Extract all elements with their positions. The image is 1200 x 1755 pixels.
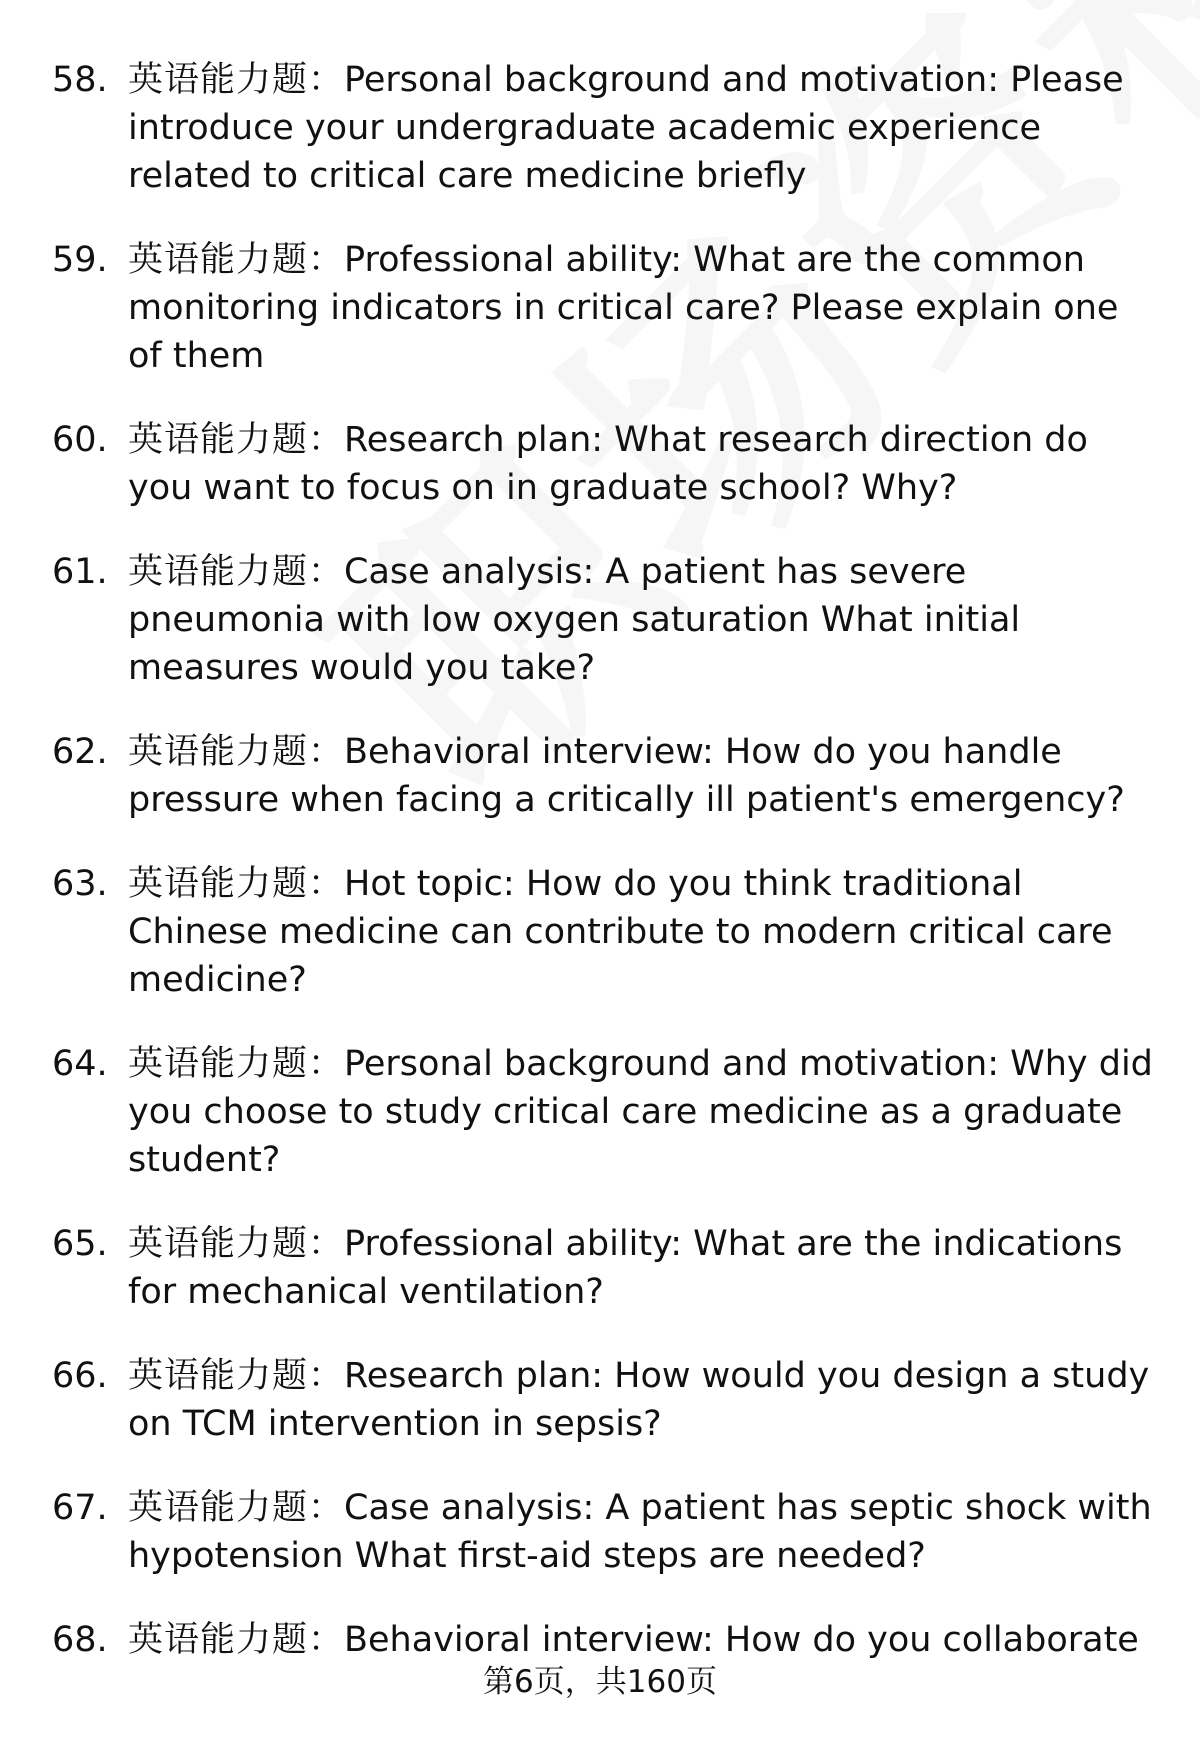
question-number: 59. <box>52 240 108 280</box>
question-text: Case analysis: A patient has septic shock with hypotension What first-aid steps are needed? <box>128 1488 1152 1576</box>
page-footer <box>0 1662 1200 1702</box>
question-number: 62. <box>52 732 108 772</box>
question-text: Hot topic: How do you think traditional Chinese medicine can contribute to modern critical care medicine? <box>128 864 1113 1000</box>
question-category: 英语能力题： <box>128 60 345 100</box>
question-number: 67. <box>52 1488 108 1528</box>
page-number: 第6页，共160页 <box>483 1664 717 1700</box>
question-text: Behavioral interview: How do you collaborate <box>344 1620 1139 1660</box>
question-category: 英语能力题： <box>128 1224 345 1264</box>
question-number: 66. <box>52 1356 108 1396</box>
question-number: 58. <box>52 60 108 100</box>
question-number: 61. <box>52 552 108 592</box>
question-item-67 <box>52 1484 1162 1580</box>
question-item-61 <box>52 548 1162 692</box>
question-item-65 <box>52 1220 1162 1316</box>
question-item-66 <box>52 1352 1162 1448</box>
question-text: Personal background and motivation: Why did you choose to study critical care medicine as a graduate student? <box>128 1044 1153 1180</box>
question-text: Research plan: How would you design a study on TCM intervention in sepsis? <box>128 1356 1150 1444</box>
question-category: 英语能力题： <box>128 420 345 460</box>
question-item-58 <box>52 56 1162 200</box>
question-category: 英语能力题： <box>128 864 345 904</box>
question-text: Research plan: What research direction do you want to focus on in graduate school? Why? <box>128 420 1088 508</box>
question-number: 65. <box>52 1224 108 1264</box>
question-category: 英语能力题： <box>128 732 345 772</box>
question-item-60 <box>52 416 1162 512</box>
question-category: 英语能力题： <box>128 1620 345 1660</box>
question-number: 64. <box>52 1044 108 1084</box>
question-category: 英语能力题： <box>128 1044 345 1084</box>
question-item-59 <box>52 236 1162 380</box>
question-category: 英语能力题： <box>128 1488 345 1528</box>
question-text: Case analysis: A patient has severe pneumonia with low oxygen saturation What initial measures would you take? <box>128 552 1021 688</box>
question-item-62 <box>52 728 1162 824</box>
question-number: 60. <box>52 420 108 460</box>
question-item-63 <box>52 860 1162 1004</box>
question-text: Behavioral interview: How do you handle pressure when facing a critically ill patient's emergency? <box>128 732 1125 820</box>
question-text: Professional ability: What are the common monitoring indicators in critical care? Please explain one of them <box>128 240 1119 376</box>
question-item-68 <box>52 1616 1162 1664</box>
question-category: 英语能力题： <box>128 240 345 280</box>
question-category: 英语能力题： <box>128 1356 345 1396</box>
question-category: 英语能力题： <box>128 552 345 592</box>
question-number: 63. <box>52 864 108 904</box>
question-number: 68. <box>52 1620 108 1660</box>
question-text: Personal background and motivation: Please introduce your undergraduate academic experience related to critical care medicine briefly <box>128 60 1124 196</box>
question-list <box>52 56 1162 1664</box>
question-item-64 <box>52 1040 1162 1184</box>
question-text: Professional ability: What are the indications for mechanical ventilation? <box>128 1224 1123 1312</box>
